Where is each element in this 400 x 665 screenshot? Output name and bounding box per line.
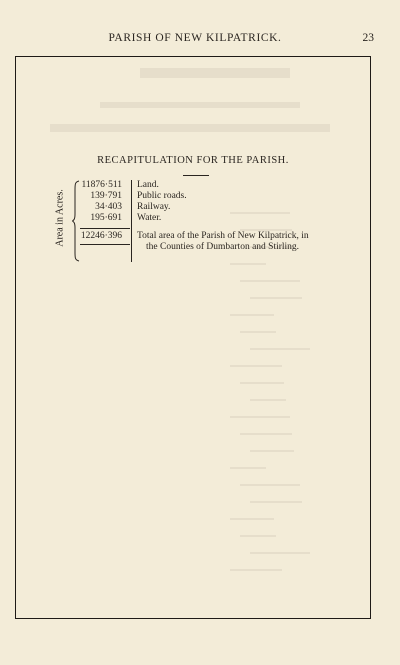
- column-rule: [131, 180, 132, 262]
- total-area-line-1: Total area of the Parish of New Kilpatrick, in: [137, 231, 309, 241]
- left-brace: [72, 180, 80, 262]
- page-number: 23: [362, 32, 374, 44]
- page-frame: [15, 56, 371, 619]
- area-label-public-roads: Public roads.: [137, 191, 187, 201]
- total-area-line-2: the Counties of Dumbarton and Stirling.: [146, 242, 300, 252]
- area-value-water: 195·691: [90, 213, 122, 223]
- area-value-public-roads: 139·791: [90, 191, 122, 201]
- area-label-water: Water.: [137, 213, 162, 223]
- area-in-acres-label: Area in Acres.: [54, 189, 66, 247]
- area-label-railway: Railway.: [137, 202, 171, 212]
- sum-rule-bottom: [80, 244, 130, 245]
- section-title: RECAPITULATION FOR THE PARISH.: [97, 155, 289, 166]
- area-value-railway: 34·403: [95, 202, 122, 212]
- area-label-land: Land.: [137, 180, 159, 190]
- sum-rule: [80, 228, 130, 229]
- area-value-land: 11876·511: [81, 180, 122, 190]
- title-rule: [183, 175, 209, 176]
- running-head: PARISH OF NEW KILPATRICK.: [108, 32, 282, 44]
- total-area-value: 12246·396: [80, 231, 122, 241]
- total-area-description: [137, 231, 337, 253]
